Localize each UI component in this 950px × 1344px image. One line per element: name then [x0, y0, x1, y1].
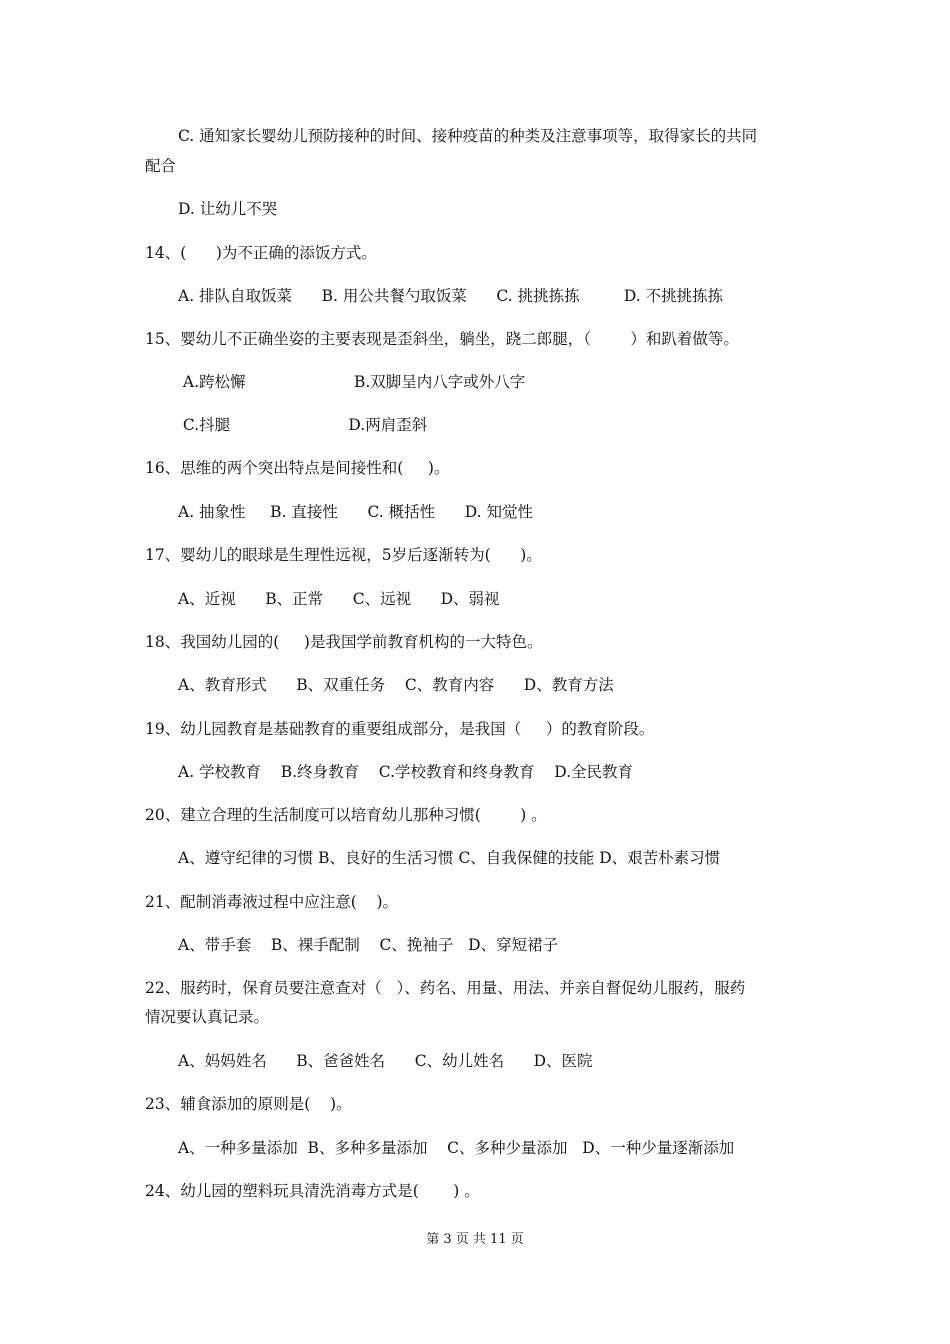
option-line: A、近视 B、正常 C、远视 D、弱视 [178, 590, 500, 608]
question-line: 22、服药时，保育员要注意查对（ ）、药名、用量、用法、并亲自督促幼儿服药，服药 [145, 979, 746, 997]
question-line: 23、辅食添加的原则是( )。 [145, 1095, 352, 1113]
option-line: D. 让幼儿不哭 [178, 200, 278, 218]
question-line: 21、配制消毒液过程中应注意( )。 [145, 893, 399, 911]
option-line: A、带手套 B、裸手配制 C、挽袖子 D、穿短裙子 [178, 936, 559, 954]
option-line: A.跨松懈 B.双脚呈内八字或外八字 [178, 373, 526, 391]
option-line: A. 学校教育 B.终身教育 C.学校教育和终身教育 D.全民教育 [178, 763, 634, 781]
page-footer: 第 3 页 共 11 页 [426, 1232, 524, 1247]
question-line: 20、建立合理的生活制度可以培育幼儿那种习惯( ) 。 [145, 806, 547, 824]
option-line: C.抖腿 D.两肩歪斜 [178, 416, 428, 434]
continuation-line: 情况要认真记录。 [145, 1008, 270, 1026]
question-line: 24、幼儿园的塑料玩具清洗消毒方式是( ) 。 [145, 1182, 480, 1200]
question-line: 16、思维的两个突出特点是间接性和( )。 [145, 459, 450, 477]
option-line: A. 排队自取饭菜 B. 用公共餐勺取饭菜 C. 挑挑拣拣 D. 不挑挑拣拣 [178, 287, 724, 305]
question-line: 18、我国幼儿园的( )是我国学前教育机构的一大特色。 [145, 633, 543, 651]
question-line: 14、( )为不正确的添饭方式。 [145, 244, 377, 262]
option-line: A、教育形式 B、双重任务 C、教育内容 D、教育方法 [178, 676, 614, 694]
continuation-line: 配合 [145, 157, 177, 175]
option-line: A、遵守纪律的习惯 B、良好的生活习惯 C、自我保健的技能 D、艰苦朴素习惯 [178, 849, 721, 867]
option-line: A、一种多量添加 B、多种多量添加 C、多种少量添加 D、一种少量逐渐添加 [178, 1139, 735, 1157]
question-line: 19、幼儿园教育是基础教育的重要组成部分，是我国（ ）的教育阶段。 [145, 720, 655, 738]
option-line: A. 抽象性 B. 直接性 C. 概括性 D. 知觉性 [178, 503, 533, 521]
question-line: 17、婴幼儿的眼球是生理性远视，5岁后逐渐转为( )。 [145, 546, 542, 564]
question-line: 15、婴幼儿不正确坐姿的主要表现是歪斜坐，躺坐，跷二郎腿，（ ）和趴着做等。 [145, 330, 739, 348]
option-line: C. 通知家长婴幼儿预防接种的时间、接种疫苗的种类及注意事项等，取得家长的共同 [178, 127, 758, 145]
option-line: A、妈妈姓名 B、爸爸姓名 C、幼儿姓名 D、医院 [178, 1052, 593, 1070]
